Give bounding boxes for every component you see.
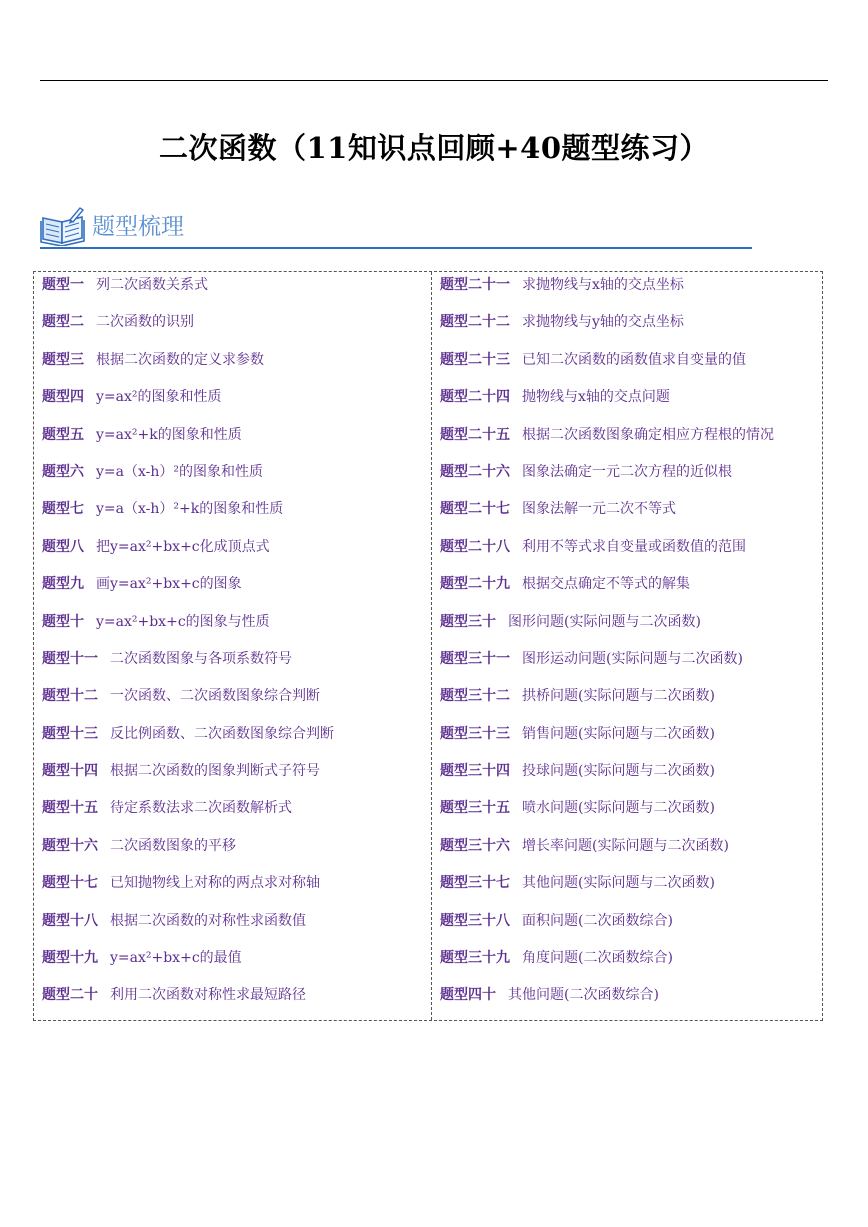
topic-item xyxy=(42,272,427,309)
topic-title: 已知二次函数的函数值求自变量的值 xyxy=(522,351,746,368)
topic-number: 题型二十九 xyxy=(440,576,510,593)
topic-number: 题型三十一 xyxy=(440,650,510,667)
topic-title: 待定系数法求二次函数解析式 xyxy=(110,800,292,817)
topic-number: 题型三十五 xyxy=(440,800,510,817)
topic-title: 角度问题(二次函数综合) xyxy=(522,950,673,967)
topic-number: 题型二十五 xyxy=(440,426,510,443)
topic-number: 题型十八 xyxy=(42,912,98,929)
topic-number: 题型三十八 xyxy=(440,912,510,929)
topic-number: 题型二十三 xyxy=(440,351,510,368)
topic-item xyxy=(440,758,820,795)
topic-item xyxy=(440,870,820,907)
topic-number: 题型三十三 xyxy=(440,725,510,742)
topic-number: 题型三 xyxy=(42,351,84,368)
header-rule xyxy=(40,80,828,81)
topic-title: 二次函数图象的平移 xyxy=(110,837,236,854)
topic-title: 求抛物线与y轴的交点坐标 xyxy=(522,314,684,331)
topic-number: 题型十七 xyxy=(42,875,98,892)
topics-table xyxy=(33,271,823,1021)
topic-title: 图象法确定一元二次方程的近似根 xyxy=(522,463,732,480)
topic-number: 题型六 xyxy=(42,463,84,480)
topic-title: y=ax²+bx+c的最值 xyxy=(110,950,242,967)
topic-number: 题型二十八 xyxy=(440,538,510,555)
topic-title: 利用二次函数对称性求最短路径 xyxy=(110,987,306,1004)
topic-item xyxy=(440,683,820,720)
topic-title: 其他问题(二次函数综合) xyxy=(508,987,659,1004)
column-divider xyxy=(431,272,432,1020)
topic-item xyxy=(440,422,820,459)
topic-number: 题型十三 xyxy=(42,725,98,742)
topic-number: 题型三十二 xyxy=(440,688,510,705)
topic-item xyxy=(42,422,427,459)
topic-item xyxy=(42,496,427,533)
topic-item xyxy=(42,683,427,720)
topic-title: 画y=ax²+bx+c的图象 xyxy=(96,576,242,593)
topic-title: 根据二次函数的图象判断式子符号 xyxy=(110,763,320,780)
topic-item xyxy=(42,908,427,945)
topic-item xyxy=(42,534,427,571)
topic-title: 其他问题(实际问题与二次函数) xyxy=(522,875,715,892)
topic-item xyxy=(440,534,820,571)
topic-number: 题型一 xyxy=(42,277,84,293)
topic-title: 根据交点确定不等式的解集 xyxy=(522,576,690,593)
topic-number: 题型十五 xyxy=(42,800,98,817)
topic-item xyxy=(42,459,427,496)
topic-title: y=ax²的图象和性质 xyxy=(96,389,222,406)
topic-item xyxy=(42,384,427,421)
topic-number: 题型七 xyxy=(42,501,84,518)
topic-item xyxy=(42,833,427,870)
document-title: 二次函数（11知识点回顾+40题型练习） xyxy=(158,131,709,165)
section-header xyxy=(40,202,752,250)
topic-number: 题型二十六 xyxy=(440,463,510,480)
topic-number: 题型二 xyxy=(42,314,84,331)
topic-title: 图象法解一元二次不等式 xyxy=(522,501,676,518)
topic-title: y=a（x-h）²+k的图象和性质 xyxy=(96,501,284,518)
topic-item xyxy=(42,347,427,384)
topics-right-column xyxy=(440,272,820,1020)
topic-title: 二次函数的识别 xyxy=(96,314,194,331)
topic-title: y=ax²+k的图象和性质 xyxy=(96,426,242,443)
section-rule xyxy=(40,247,752,249)
topic-item xyxy=(42,982,427,1019)
topic-item xyxy=(440,908,820,945)
topic-number: 题型八 xyxy=(42,538,84,555)
open-book-icon xyxy=(40,206,86,246)
topic-item xyxy=(440,459,820,496)
topic-title: 增长率问题(实际问题与二次函数) xyxy=(522,837,729,854)
topic-number: 题型二十一 xyxy=(440,277,510,293)
topic-number: 题型四 xyxy=(42,389,84,406)
topic-title: 图形问题(实际问题与二次函数) xyxy=(508,613,701,630)
topic-number: 题型三十六 xyxy=(440,837,510,854)
topic-item xyxy=(440,833,820,870)
topic-title: 反比例函数、二次函数图象综合判断 xyxy=(110,725,334,742)
topic-number: 题型五 xyxy=(42,426,84,443)
topic-title: 二次函数图象与各项系数符号 xyxy=(110,650,292,667)
topic-title: 根据二次函数的对称性求函数值 xyxy=(110,912,306,929)
topic-number: 题型三十七 xyxy=(440,875,510,892)
topic-item xyxy=(440,384,820,421)
topic-item xyxy=(42,609,427,646)
topic-title: 抛物线与x轴的交点问题 xyxy=(522,389,670,406)
topic-item xyxy=(440,272,820,309)
topic-number: 题型三十 xyxy=(440,613,496,630)
topic-title: 喷水问题(实际问题与二次函数) xyxy=(522,800,715,817)
topic-number: 题型十四 xyxy=(42,763,98,780)
topic-item xyxy=(440,721,820,758)
topic-item xyxy=(42,758,427,795)
topic-number: 题型十九 xyxy=(42,950,98,967)
topic-title: 图形运动问题(实际问题与二次函数) xyxy=(522,650,743,667)
topic-number: 题型十 xyxy=(42,613,84,630)
topic-item xyxy=(42,309,427,346)
topic-number: 题型九 xyxy=(42,576,84,593)
topic-title: 面积问题(二次函数综合) xyxy=(522,912,673,929)
topic-title: 根据二次函数的定义求参数 xyxy=(96,351,264,368)
topic-title: 一次函数、二次函数图象综合判断 xyxy=(110,688,320,705)
topic-item xyxy=(42,795,427,832)
topic-item xyxy=(440,571,820,608)
topic-number: 题型三十九 xyxy=(440,950,510,967)
topic-item xyxy=(42,945,427,982)
section-title: 题型梳理 xyxy=(92,214,184,240)
topic-number: 题型十二 xyxy=(42,688,98,705)
topic-title: 投球问题(实际问题与二次函数) xyxy=(522,763,715,780)
topic-title: 求抛物线与x轴的交点坐标 xyxy=(522,277,684,293)
topic-item xyxy=(440,309,820,346)
topic-title: y=ax²+bx+c的图象与性质 xyxy=(96,613,270,630)
topic-title: 列二次函数关系式 xyxy=(96,277,208,293)
topic-item xyxy=(440,646,820,683)
topic-item xyxy=(440,982,820,1019)
topic-item xyxy=(440,347,820,384)
topic-number: 题型十六 xyxy=(42,837,98,854)
topic-number: 题型二十二 xyxy=(440,314,510,331)
topic-item xyxy=(440,945,820,982)
topic-title: 销售问题(实际问题与二次函数) xyxy=(522,725,715,742)
topic-number: 题型二十四 xyxy=(440,389,510,406)
topic-number: 题型三十四 xyxy=(440,763,510,780)
topic-number: 题型十一 xyxy=(42,650,98,667)
topic-item xyxy=(42,870,427,907)
topic-item xyxy=(42,646,427,683)
topic-number: 题型二十七 xyxy=(440,501,510,518)
topic-item xyxy=(440,795,820,832)
topic-item xyxy=(42,571,427,608)
topic-number: 题型二十 xyxy=(42,987,98,1004)
topic-title: 拱桥问题(实际问题与二次函数) xyxy=(522,688,715,705)
topic-title: 根据二次函数图象确定相应方程根的情况 xyxy=(522,426,774,443)
topic-number: 题型四十 xyxy=(440,987,496,1004)
topic-title: y=a（x-h）²的图象和性质 xyxy=(96,463,263,480)
topic-title: 利用不等式求自变量或函数值的范围 xyxy=(522,538,746,555)
topic-title: 已知抛物线上对称的两点求对称轴 xyxy=(110,875,320,892)
topic-item xyxy=(42,721,427,758)
topic-title: 把y=ax²+bx+c化成顶点式 xyxy=(96,538,270,555)
topics-left-column xyxy=(42,272,427,1020)
topic-item xyxy=(440,609,820,646)
topic-item xyxy=(440,496,820,533)
